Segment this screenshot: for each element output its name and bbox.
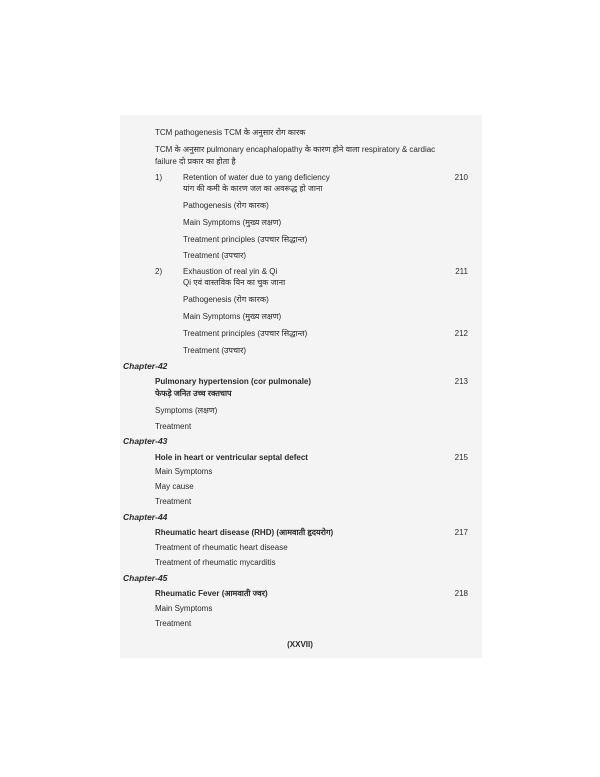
chapter-title-hindi: फेफड़े जनित उच्च रक्तचाप — [155, 389, 232, 398]
toc-entry: Treatment principles (उपचार सिद्धान्त) — [183, 329, 308, 338]
chapter-title: Rheumatic Fever (आमवाती ज्वर) — [155, 589, 268, 598]
chapter-title: Hole in heart or ventricular septal defect — [155, 453, 308, 462]
toc-entry: Main Symptoms — [155, 604, 213, 613]
toc-entry: May cause — [155, 482, 194, 491]
page-number: 212 — [454, 329, 468, 338]
item-number: 1) — [155, 173, 163, 182]
toc-entry: Treatment principles (उपचार सिद्धान्त) — [183, 235, 308, 244]
toc-entry: Treatment (उपचार) — [183, 346, 247, 355]
toc-entry: Treatment — [155, 619, 192, 628]
chapter-title: Rheumatic heart disease (RHD) (आमवाती हृदयरोग) — [155, 528, 334, 537]
page-number: 215 — [454, 453, 468, 462]
toc-entry: Pathogenesis (रोग कारक) — [183, 201, 269, 210]
item-title-hindi: यांग की कमी के कारण जल का अवरूद्ध हो जाना — [183, 184, 323, 193]
item-title-hindi: Qi एवं वास्तविक यिन का चुक जाना — [183, 278, 286, 287]
item-number: 2) — [155, 267, 163, 276]
chapter-title: Pulmonary hypertension (cor pulmonale) — [155, 377, 312, 386]
chapter-heading: Chapter-42 — [123, 361, 168, 371]
item-title: Retention of water due to yang deficiency — [183, 173, 330, 182]
page-number: 213 — [454, 377, 468, 386]
toc-entry: Treatment — [155, 497, 192, 506]
toc-entry: Treatment of rheumatic heart disease — [155, 543, 288, 552]
page-footer-number: (XXVII) — [287, 640, 313, 649]
item-title: Exhaustion of real yin & Qi — [183, 267, 278, 276]
toc-entry: Symptoms (लक्षण) — [155, 406, 218, 415]
toc-entry: Treatment (उपचार) — [183, 251, 247, 260]
page-number: 217 — [454, 528, 468, 537]
toc-entry: Main Symptoms (मुख्य लक्षण) — [183, 218, 282, 227]
toc-entry: Treatment — [155, 422, 192, 431]
intro-line: failure दो प्रकार का होता है — [155, 157, 236, 166]
toc-entry: Pathogenesis (रोग कारक) — [183, 295, 269, 304]
page-number: 218 — [454, 589, 468, 598]
toc-entry: Main Symptoms — [155, 467, 213, 476]
toc-entry: Main Symptoms (मुख्य लक्षण) — [183, 312, 282, 321]
chapter-heading: Chapter-45 — [123, 573, 168, 583]
chapter-heading: Chapter-43 — [123, 436, 168, 446]
page-number: 211 — [455, 267, 468, 276]
page-number: 210 — [454, 173, 468, 182]
intro-line: TCM pathogenesis TCM के अनुसार रोग कारक — [155, 128, 306, 137]
chapter-heading: Chapter-44 — [123, 512, 168, 522]
intro-line: TCM के अनुसार pulmonary encaphalopathy के कारण होने वाला respiratory & cardiac — [155, 145, 436, 154]
toc-entry: Treatment of rheumatic mycarditis — [155, 558, 276, 567]
